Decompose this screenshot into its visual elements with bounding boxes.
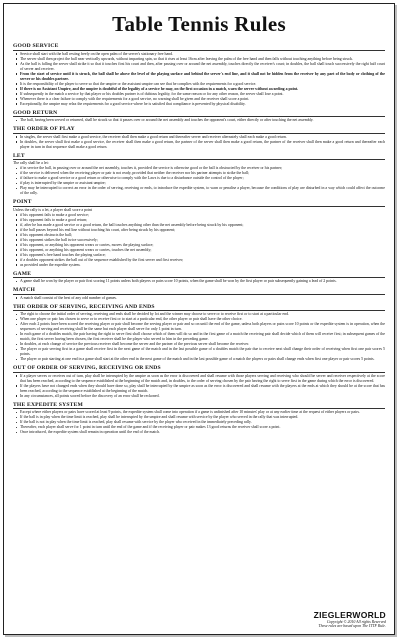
rule-item: If there is no Assistant Umpire, and the umpire is doubtful of the legality of a service he may, on the first occasion in a match, warn the server without awarding a point.	[20, 87, 385, 92]
rules-section	[13, 304, 385, 363]
rule-list	[13, 213, 385, 268]
rule-list	[13, 312, 385, 362]
rule-item: The player or pair serving first in a game shall receive first in the next game of the match and in the last possible game of a doubles match the pair due to receive next shall change their order of receiving when first one pair scores 5 points.	[20, 347, 385, 356]
rule-item: if, after he has made a good service or a good return, the ball touches anything other than the net assembly before being struck by his opponent;	[20, 223, 385, 228]
section-title: GAME	[13, 271, 385, 279]
rule-item: A match shall consist of the best of any odd number of games.	[20, 296, 385, 301]
rule-item: if a doubles opponent strikes the ball out of the sequence established by the first server and first receiver;	[20, 258, 385, 263]
rule-item: If a player serves or receives out of turn, play shall be interrupted by the umpire as soon as the error is discovered and shall resume with those players serving and receiving who should be server and receiver respectively at the score that has been reached, according to the sequence established at the beginning of the match and, in doubles, to the order of serving chosen by the pair having the right to serve first in the game during which the error is discovered.	[20, 373, 385, 383]
rule-item: if his opponent strikes the ball twice successively;	[20, 238, 385, 243]
rule-item: In each game of a doubles match, the pair having the right to serve first shall choose which of them will do so and in the first game of a match the receiving pair shall decide which of them will receive first; in subsequent games of the match, the first server having been chosen, the first receiver shall be the player who served to him in the preceding game.	[20, 332, 385, 341]
section-intro: The rally shall be a let:	[13, 161, 49, 165]
footer	[314, 610, 386, 629]
rules-section	[13, 199, 385, 268]
rule-item: Thereafter, each player shall serve for 1 point in turn until the end of the game and if the receiving player or pair makes 13 good returns the receiver shall score a point.	[20, 425, 385, 430]
rule-item: Except where either players or pairs have scored at least 9 points, the expedite system shall come into operation if a game is unfinished after 10 minutes' play or at any earlier time at the request of either players or pairs.	[20, 410, 385, 415]
rule-item: if failure to make a good service or a good return or otherwise to comply with the Laws is due to a disturbance outside the control of the player;	[20, 176, 385, 181]
rule-item: After each 2 points have been scored the receiving player or pair shall become the serving player or pair and so on until the end of the game, unless both players or pairs score 10 points or the expedite system is in operation, when the sequences of serving and receiving shall be the same but each player shall serve for only 1 point in turn.	[20, 322, 385, 331]
rules-poster	[3, 3, 395, 635]
rule-item: The right to choose the initial order of serving, receiving and ends shall be decided by lot and the winner may choose to serve or to receive first or to start at a particular end.	[20, 312, 385, 317]
rule-list	[13, 374, 385, 399]
rule-item: if his opponent, or anything his opponent wears or carries, moves the playing surface;	[20, 243, 385, 248]
rule-list	[13, 135, 385, 150]
rule-item: Play may be interrupted to correct an error in the order of serving, receiving or ends, to introduce the expedite system, to warn or penalise a player, because the conditions of play are disturbed in a way which could affect the outcome of the rally.	[20, 186, 385, 195]
section-title: THE ORDER OF SERVING, RECEIVING AND ENDS	[13, 304, 385, 312]
rules-sections	[13, 43, 385, 435]
rules-section	[13, 126, 385, 150]
section-title: MATCH	[13, 287, 385, 295]
brand-logo: ZIEGLERWORLD	[313, 609, 386, 620]
poster-content	[4, 4, 394, 435]
rules-section	[13, 287, 385, 301]
rules-section	[13, 110, 385, 124]
rule-item: The ball, having been served or returned, shall be struck so that it passes over or around the net assembly and touches the opponent's court, either directly or after touching the net assembly.	[20, 118, 385, 123]
rule-item: In doubles, at each change of service the previous receiver shall become the server and the partner of the previous server shall become the receiver.	[20, 342, 385, 347]
rules-section	[13, 153, 385, 197]
rule-item: It is the responsibility of the player to serve so that the umpire or the assistant umpire can see that he complies with the requirements for a good service.	[20, 82, 385, 87]
rule-item: if in service the ball, in passing over or around the net assembly, touches it, provided the service is otherwise good or the ball is obstructed by the receiver or his partner;	[20, 166, 385, 171]
rule-item: if play is interrupted by the umpire or assistant umpire;	[20, 181, 385, 186]
section-intro: Unless the rally is a let, a player shall score a point	[13, 207, 93, 212]
rule-item: if the service is delivered when the receiving player or pair is not ready, provided that neither the receiver nor his partner attempts to strike the ball;	[20, 171, 385, 176]
rule-item: If the ball is not in play when the time limit is reached, play shall resume with service by the player who received in the immediately preceding rally.	[20, 420, 385, 425]
rules-section	[13, 43, 385, 107]
rule-item: In doubles, the server shall first make a good service, the receiver shall then make a good return, the partner of the server shall then make a good return, the partner of the receiver shall then make a good return and thereafter each player in turn in that sequence shall make a good return.	[20, 139, 385, 149]
rule-item: From the start of service until it is struck, the ball shall be above the level of the playing surface and behind the server's end line, and it shall not be hidden from the receiver by any part of the body or clothing of the server or his doubles partner.	[20, 71, 385, 81]
rule-item: In singles, the server shall first make a good service, the receiver shall then make a good return and thereafter server and receiver alternately shall each make a good return.	[20, 135, 385, 140]
rules-section	[13, 365, 385, 399]
section-title: OUT OF ORDER OF SERVING, RECEIVING OR ENDS	[13, 365, 385, 373]
rule-item: Exceptionally, the umpire may relax the requirements for a good service where he is satisfied that compliance is prevented by physical disability.	[20, 102, 385, 107]
section-title: THE ORDER OF PLAY	[13, 126, 385, 134]
rule-item: Service shall start with the ball resting freely on the open palm of the server's stationary free hand.	[20, 52, 385, 57]
rule-list	[13, 279, 385, 284]
rule-item: In any circumstances, all points scored before the discovery of an error shall be reckoned.	[20, 394, 385, 399]
rule-item: The player or pair starting at one end in a game shall start at the other end in the next game of the match and in the last possible game of a match the players or pairs shall change ends when first one player or pair scores 5 points.	[20, 357, 385, 362]
rule-item: Whenever there is a clear failure to comply with the requirements for a good service, no warning shall be given and the receiver shall score a point.	[20, 97, 385, 102]
rule-item: if his opponent fails to make a good service;	[20, 213, 385, 218]
rules-section	[13, 402, 385, 436]
rule-item: A game shall be won by the player or pair first scoring 11 points unless both players or pairs score 10 points, when the game shall be won by the first player or pair subsequently gaining a lead of 2 points.	[20, 279, 385, 284]
rule-item: If the ball is in play when the time limit is reached, play shall be interrupted by the umpire and shall resume with service by the player who served in the rally that was interrupted.	[20, 415, 385, 420]
section-title: GOOD SERVICE	[13, 43, 385, 51]
rule-list	[13, 296, 385, 301]
rules-section	[13, 271, 385, 285]
section-title: THE EXPEDITE SYSTEM	[13, 402, 385, 410]
rule-item: if the ball passes beyond his end line without touching his court, after being struck by his opponent;	[20, 228, 385, 233]
rule-item: if his opponent, or anything his opponent wears or carries, touches the net assembly;	[20, 248, 385, 253]
rule-item: The server shall then project the ball near vertically upwards, without imparting spin, so that it rises at least 16cm after leaving the palm of the free hand and then falls without touching anything before being struck.	[20, 57, 385, 62]
rule-list	[13, 410, 385, 435]
rule-list	[13, 166, 385, 196]
section-title: LET	[13, 153, 385, 161]
section-title: GOOD RETURN	[13, 110, 385, 118]
rule-list	[13, 52, 385, 107]
rule-item: As the ball is falling the server shall strike it so that it touches first his court and then, after passing over or around the net assembly, touches directly the receiver's court; in doubles, the ball shall touch successively the right half court of server and receiver.	[20, 61, 385, 71]
rule-item: as provided under the expedite system.	[20, 263, 385, 268]
rule-item: If subsequently in the match a service by that player or his doubles partner is of dubious legality, for the same reason or for any other reason, the server shall lose a point.	[20, 92, 385, 97]
rule-item: if his opponent fails to make a good return;	[20, 218, 385, 223]
rule-item: if his opponent's free hand touches the playing surface;	[20, 253, 385, 258]
source-text: These rules are based upon The ITTF Rule.	[318, 624, 386, 629]
poster-title: Table Tennis Rules	[112, 12, 286, 36]
section-title: POINT	[13, 199, 385, 207]
copyright-text: Copyright © 2010 All rights Reserved	[326, 619, 386, 624]
rule-item: Once introduced, the expedite system shall remain in operation until the end of the match.	[20, 430, 385, 435]
rule-item: When one player or pair has chosen to serve or to receive first or to start at a particular end, the other player or pair shall have the other choice.	[20, 317, 385, 322]
rule-item: if his opponent obstructs the ball;	[20, 233, 385, 238]
rule-item: If the players have not changed ends when they should have done so, play shall be interrupted by the umpire as soon as the error is discovered and shall resume with the players at the ends at which they should be at the score that has been reached, according to the sequence established at the beginning of the match.	[20, 383, 385, 393]
rule-list	[13, 118, 385, 123]
